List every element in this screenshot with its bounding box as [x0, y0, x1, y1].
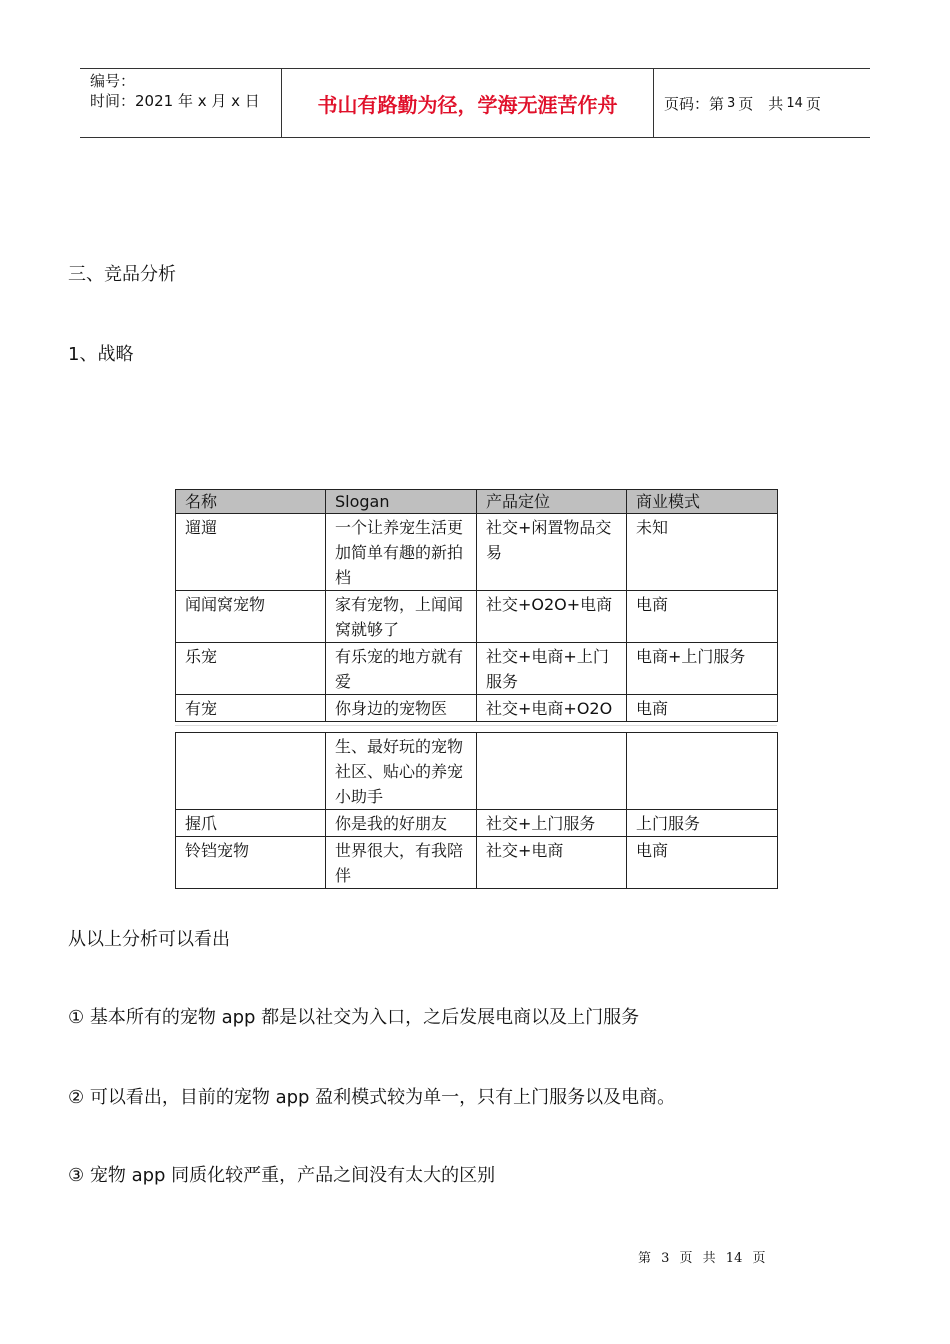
cell-slogan: 世界很大，有我陪伴: [326, 837, 477, 889]
section-title: 三、竞品分析: [68, 264, 176, 285]
cell-slogan: 有乐宠的地方就有爱: [326, 643, 477, 695]
competitor-table-part2: [175, 732, 778, 889]
cell-name: 铃铛宠物: [176, 837, 326, 889]
page-mid: 页 共: [738, 94, 784, 113]
cell-business-model: 电商: [627, 695, 778, 722]
cell-name: 遛遛: [176, 514, 326, 591]
cell-name: [176, 733, 326, 810]
header-motto: 书山有路勤为径，学海无涯苦作舟: [282, 69, 654, 137]
page-current: 3: [727, 95, 736, 111]
table-header-row: [176, 490, 778, 514]
cell-name: 闻闻窝宠物: [176, 591, 326, 643]
cell-business-model: 电商: [627, 591, 778, 643]
table-row: [176, 514, 778, 591]
header-meta: [80, 69, 282, 137]
document-date: 时间：2021 年 x 月 x 日: [90, 92, 260, 110]
cell-business-model: 上门服务: [627, 810, 778, 837]
cell-positioning: 社交+O2O+电商: [477, 591, 627, 643]
cell-business-model: 电商: [627, 837, 778, 889]
cell-positioning: 社交+电商+O2O: [477, 695, 627, 722]
conclusion-item: ③ 宠物 app 同质化较严重，产品之间没有太大的区别: [68, 1165, 496, 1186]
cell-slogan: 一个让养宠生活更加简单有趣的新拍档: [326, 514, 477, 591]
table-row: [176, 591, 778, 643]
competitor-table-part1: [175, 489, 778, 722]
cell-slogan: 生、最好玩的宠物社区、贴心的养宠小助手: [326, 733, 477, 810]
page-break-divider: [175, 725, 777, 726]
col-header-business-model: 商业模式: [627, 490, 778, 514]
subsection-title: 1、战略: [68, 344, 134, 365]
cell-positioning: [477, 733, 627, 810]
page-prefix: 页码：第: [664, 94, 725, 113]
cell-name: 握爪: [176, 810, 326, 837]
table-row: [176, 643, 778, 695]
cell-business-model: 未知: [627, 514, 778, 591]
cell-name: 有宠: [176, 695, 326, 722]
col-header-positioning: 产品定位: [477, 490, 627, 514]
table-row: [176, 695, 778, 722]
table-row: [176, 837, 778, 889]
cell-positioning: 社交+闲置物品交易: [477, 514, 627, 591]
header-page-number: [654, 69, 870, 137]
cell-slogan: 你是我的好朋友: [326, 810, 477, 837]
conclusion-intro: 从以上分析可以看出: [68, 929, 230, 950]
cell-business-model: [627, 733, 778, 810]
table-row: [176, 733, 778, 810]
cell-positioning: 社交+电商+上门服务: [477, 643, 627, 695]
page-suffix: 页: [805, 94, 821, 113]
conclusion-item: ① 基本所有的宠物 app 都是以社交为入口，之后发展电商以及上门服务: [68, 1007, 640, 1028]
conclusion-item: ② 可以看出，目前的宠物 app 盈利模式较为单一，只有上门服务以及电商。: [68, 1087, 676, 1108]
document-number-label: 编号：: [90, 72, 136, 90]
col-header-name: 名称: [176, 490, 326, 514]
col-header-slogan: Slogan: [326, 490, 477, 514]
page-header: [80, 68, 870, 138]
table-row: [176, 810, 778, 837]
page-total: 14: [786, 95, 803, 111]
cell-positioning: 社交+电商: [477, 837, 627, 889]
cell-slogan: 家有宠物，上闻闻窝就够了: [326, 591, 477, 643]
cell-positioning: 社交+上门服务: [477, 810, 627, 837]
cell-name: 乐宠: [176, 643, 326, 695]
page-footer: 第 3 页 共 14 页: [638, 1251, 766, 1266]
cell-slogan: 你身边的宠物医: [326, 695, 477, 722]
cell-business-model: 电商+上门服务: [627, 643, 778, 695]
